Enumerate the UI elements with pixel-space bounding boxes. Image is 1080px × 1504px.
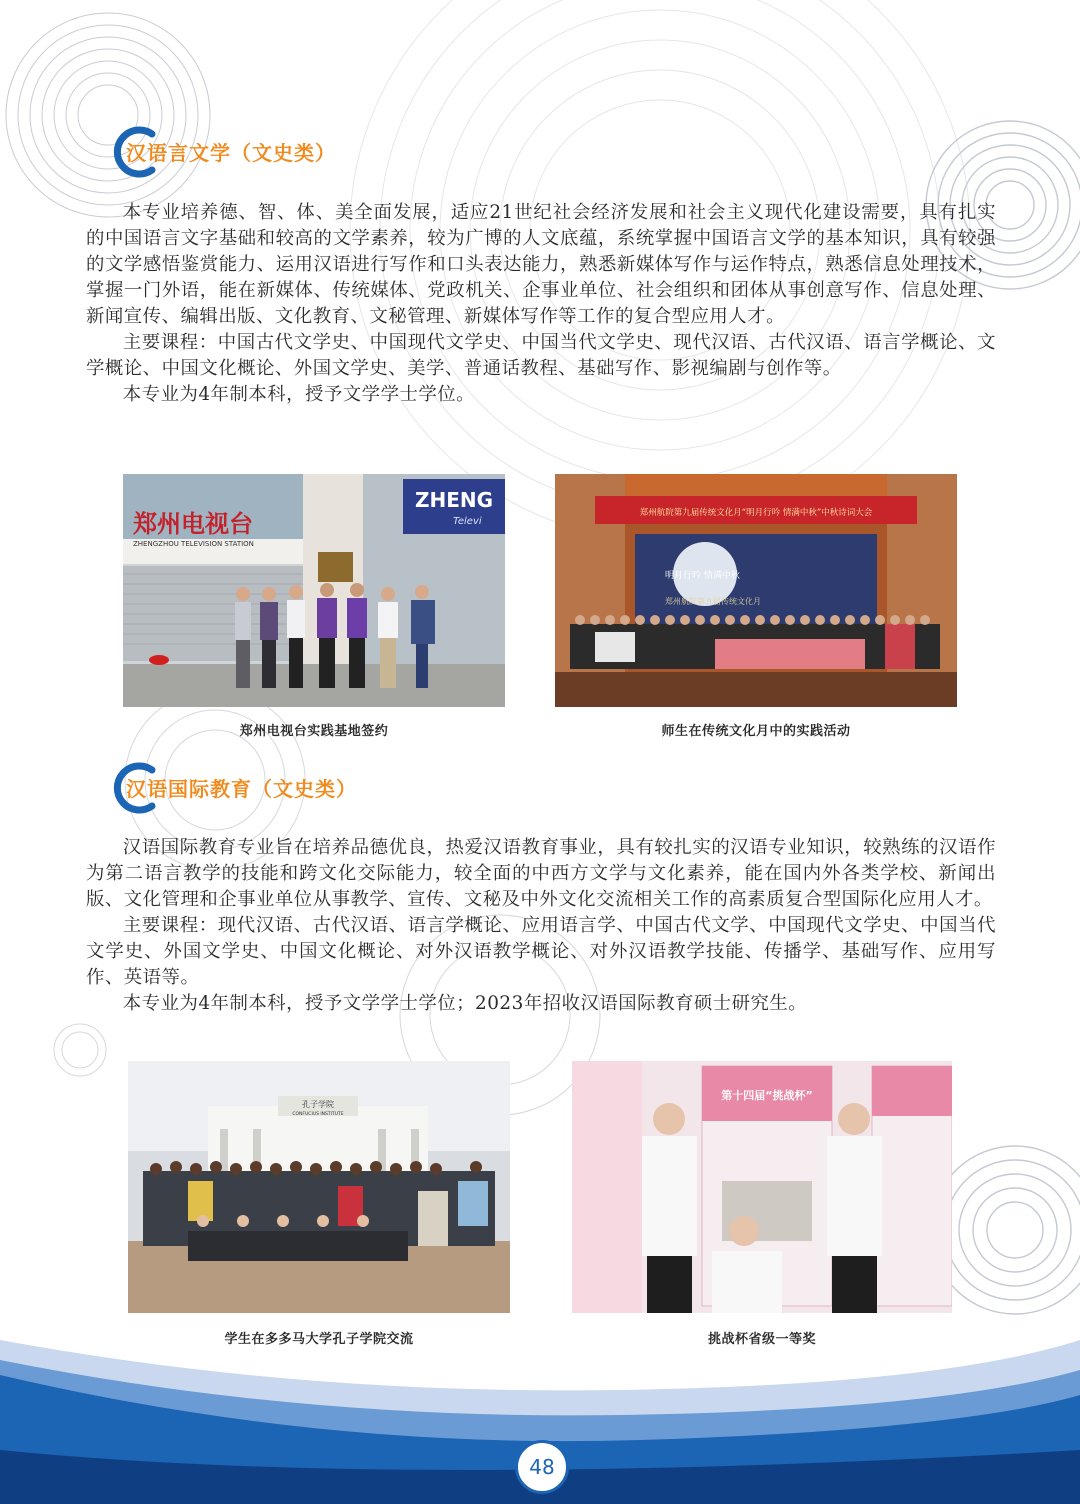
section-body-international-education (86, 835, 996, 1017)
courses-paragraph: 主要课程：现代汉语、古代汉语、语言学概论、应用语言学、中国古代文学、中国现代文学史、中国当代文学史、外国文学史、中国文化概论、对外汉语教学概论、对外汉语教学技能、传播学、基础写作、应用写作、英语等。 (86, 915, 996, 988)
caption-photo-2: 师生在传统文化月中的实践活动 (661, 724, 851, 739)
event-banner: 郑州航院第九届传统文化月“明月行吟 情满中秋”中秋诗词大会 (639, 508, 873, 518)
caption-photo-1: 郑州电视台实践基地签约 (239, 724, 389, 739)
courses-paragraph: 主要课程：中国古代文学史、中国现代文学史、中国当代文学史、现代汉语、古代汉语、语言学概论、文学概论、中国文化概论、外国文学史、美学、普通话教程、基础写作、影视编剧与创作等。 (86, 332, 996, 379)
degree-paragraph: 本专业为4年制本科，授予文学学士学位；2023年招收汉语国际教育硕士研究生。 (122, 993, 808, 1014)
photo-challenge-cup-award (572, 1061, 952, 1313)
intro-paragraph: 汉语国际教育专业旨在培养品德优良，热爱汉语教育事业，具有较扎实的汉语专业知识，较熟练的汉语作为第二语言教学的技能和跨文化交际能力，较全面的中西方文学与文化素养，能在国内外各类学校、新闻出版、文化管理和企事业单位从事教学、宣传、文秘及中外文化交流相关工作的高素质复合型国际化应用人才。 (86, 837, 996, 910)
tv-station-sign-english: ZHENGZHOU TELEVISION STATION (133, 540, 254, 548)
photo-tv-station-signing (123, 474, 505, 707)
section-title: 汉语国际教育（文史类） (126, 777, 357, 801)
screen-subtitle: 郑州航院第九届传统文化月 (665, 597, 761, 606)
photo-confucius-institute-exchange (128, 1061, 510, 1313)
section-body-chinese-literature (86, 200, 996, 408)
page-number: 48 (515, 1440, 569, 1494)
tv-brand-sign: ZHENG (415, 488, 494, 512)
building-sign: 孔子学院 (302, 1100, 334, 1109)
tv-station-sign: 郑州电视台 (133, 510, 253, 538)
award-board-title: 第十四届“挑战杯” (721, 1089, 813, 1102)
intro-paragraph: 本专业培养德、智、体、美全面发展，适应21世纪社会经济发展和社会主义现代化建设需要，具有扎实的中国语言文字基础和较高的文学素养，较为广博的人文底蕴，系统掌握中国语言文学的基本知识，具有较强的文学感悟鉴赏能力、运用汉语进行写作和口头表达能力，熟悉新媒体写作与运作特点，熟悉信息处理技术，掌握一门外语，能在新媒体、传统媒体、党政机关、企事业单位、社会组织和团体从事创意写作、信息处理、新闻宣传、编辑出版、文化教育、文秘管理、新媒体写作等工作的复合型应用人才。 (86, 202, 996, 327)
caption-photo-4: 挑战杯省级一等奖 (707, 1332, 816, 1347)
caption-photo-3: 学生在多多马大学孔子学院交流 (224, 1332, 414, 1347)
photo-culture-month-event (555, 474, 957, 707)
screen-title: 明月行吟 情满中秋 (665, 571, 740, 581)
degree-paragraph: 本专业为4年制本科，授予文学学士学位。 (122, 384, 476, 405)
building-sign-english: CONFUCIUS INSTITUTE (292, 1112, 344, 1117)
section-title: 汉语言文学（文史类） (126, 141, 336, 165)
tv-brand-sub: Televi (453, 516, 482, 527)
